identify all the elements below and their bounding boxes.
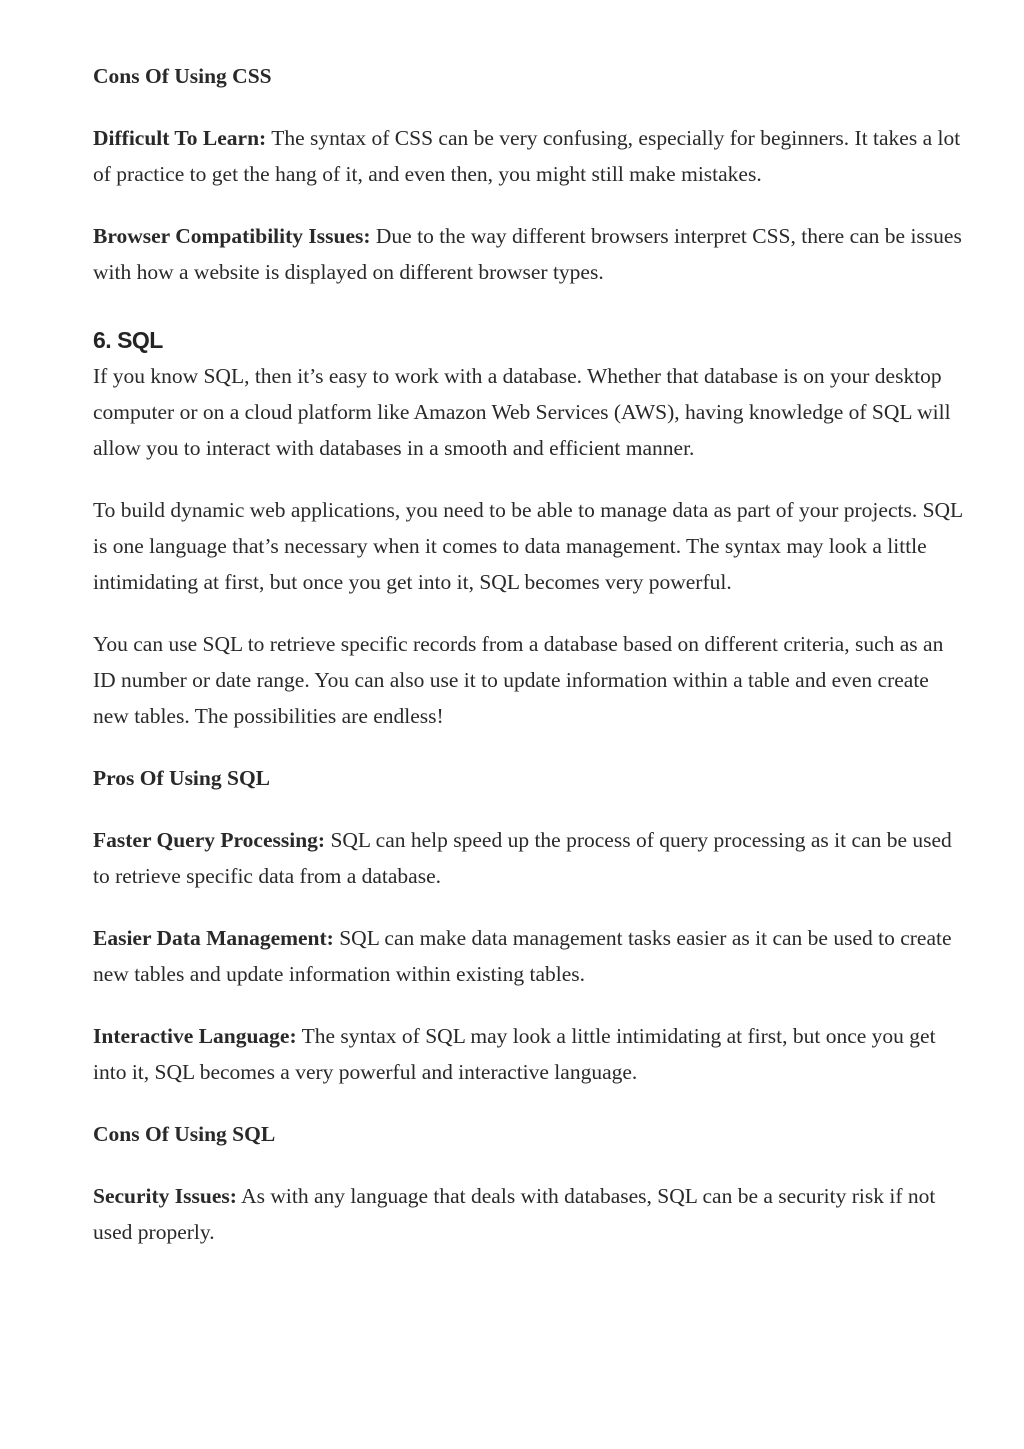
sql-pro-label: Faster Query Processing: bbox=[93, 828, 326, 852]
sql-pro-label: Interactive Language: bbox=[93, 1024, 297, 1048]
sql-paragraph: To build dynamic web applications, you need to be able to manage data as part of your projects. SQL is one language that’s necessary when it comes to data management. The syntax may look a little intimidating at first, but once you get into it, SQL becomes very powerful. bbox=[93, 498, 963, 594]
article-body bbox=[93, 58, 968, 1276]
sql-pro-text: SQL can help speed up the process of query processing as it can be used to retrieve specific data from a database. bbox=[93, 828, 952, 888]
css-con-label: Difficult To Learn: bbox=[93, 126, 267, 150]
sql-pro-label: Easier Data Management: bbox=[93, 926, 334, 950]
sql-paragraph: If you know SQL, then it’s easy to work with a database. Whether that database is on your desktop computer or on a cloud platform like Amazon Web Services (AWS), having knowledge of SQL will allow you to interact with databases in a smooth and efficient manner. bbox=[93, 364, 951, 460]
css-con-text: The syntax of CSS can be very confusing, especially for beginners. It takes a lot of practice to get the hang of it, and even then, you might still make mistakes. bbox=[93, 126, 961, 186]
sql-con-text: As with any language that deals with databases, SQL can be a security risk if not used properly. bbox=[93, 1184, 936, 1244]
sql-pro-item bbox=[93, 920, 968, 992]
css-con-label: Browser Compatibility Issues: bbox=[93, 224, 371, 248]
css-con-item bbox=[93, 218, 968, 290]
sql-pro-text: The syntax of SQL may look a little intimidating at first, but once you get into it, SQL becomes a very powerful and interactive language. bbox=[93, 1024, 936, 1084]
sql-pros-heading: Pros Of Using SQL bbox=[93, 766, 271, 790]
sql-pro-text: SQL can make data management tasks easier as it can be used to create new tables and update information within existing tables. bbox=[93, 926, 952, 986]
sql-cons-heading: Cons Of Using SQL bbox=[93, 1122, 276, 1146]
sql-pro-item bbox=[93, 822, 968, 894]
sql-pro-item bbox=[93, 1018, 968, 1090]
sql-section-heading: 6. SQL bbox=[93, 327, 163, 353]
css-con-item bbox=[93, 120, 968, 192]
css-con-text: Due to the way different browsers interpret CSS, there can be issues with how a website is displayed on different browser types. bbox=[93, 224, 962, 284]
sql-con-item bbox=[93, 1178, 968, 1250]
sql-con-label: Security Issues: bbox=[93, 1184, 237, 1208]
sql-paragraph: You can use SQL to retrieve specific records from a database based on different criteria, such as an ID number or date range. You can also use it to update information within a table and even create new tables. The possibilities are endless! bbox=[93, 632, 944, 728]
css-cons-heading: Cons Of Using CSS bbox=[93, 64, 272, 88]
